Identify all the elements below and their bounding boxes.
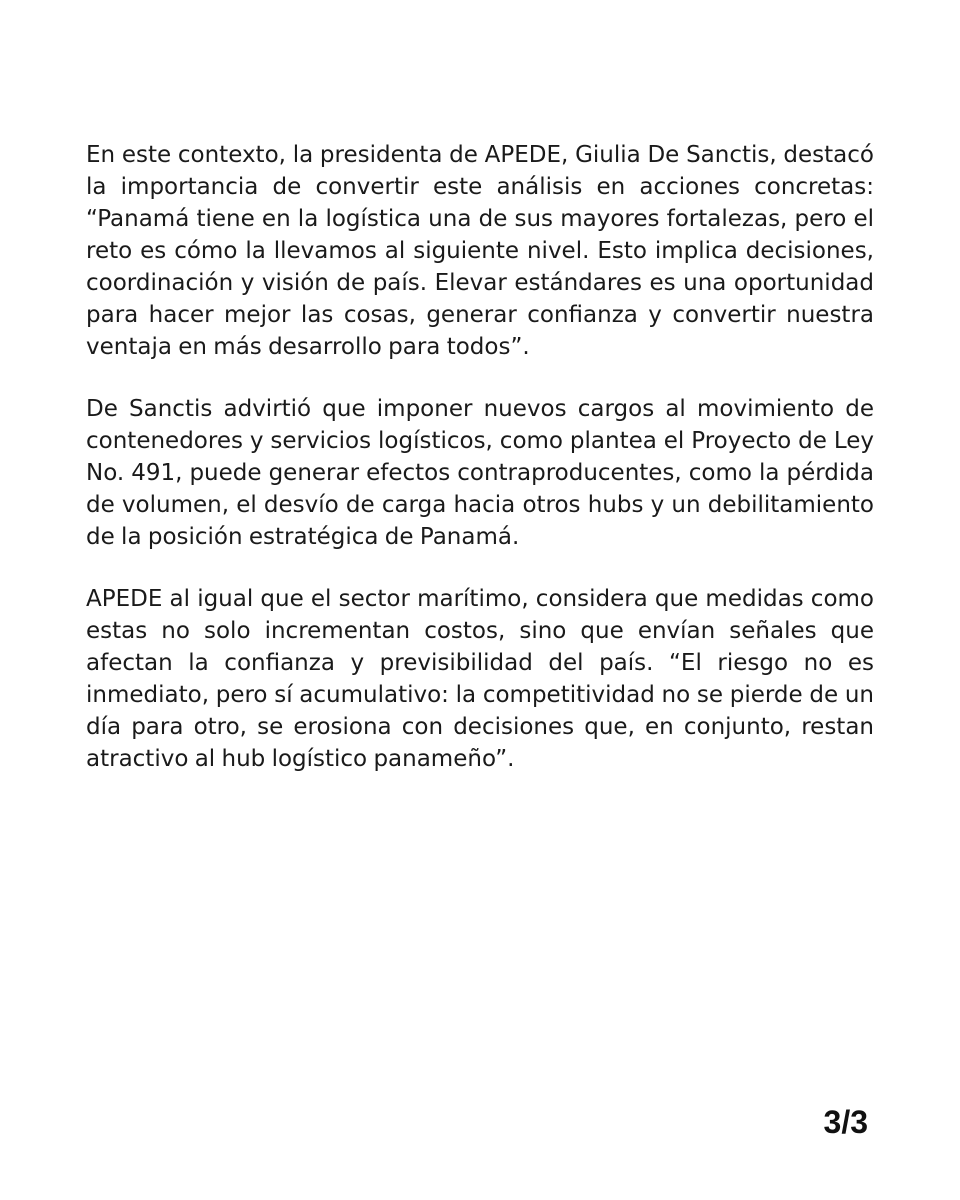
paragraph-1: En este contexto, la presidenta de APEDE, Giulia De Sanctis, destacó la importancia de convertir este análisis en acciones concretas: “Panamá tiene en la logística una de sus mayores fortalezas, pero el reto es cómo la llevamos al siguiente nivel. Esto implica decisiones, coordinación y visión de país. Elevar estándares es una oportunidad para hacer mejor las cosas, generar confianza y convertir nuestra ventaja en más desarrollo para todos”. xyxy=(86,142,874,360)
paragraph-2: De Sanctis advirtió que imponer nuevos cargos al movimiento de contenedores y servicios logísticos, como plantea el Proyecto de Ley No. 491, puede generar efectos contraproducentes, como la pérdida de volumen, el desvío de carga hacia otros hubs y un debilitamiento de la posición estratégica de Panamá. xyxy=(86,396,874,550)
page-indicator: 3/3 xyxy=(823,1104,868,1140)
paragraph-3: APEDE al igual que el sector marítimo, considera que medidas como estas no solo incrementan costos, sino que envían señales que afectan la confianza y previsibilidad del país. “El riesgo no es inmediato, pero sí acumulativo: la competitividad no se pierde de un día para otro, se erosiona con decisiones que, en conjunto, restan atractivo al hub logístico panameño”. xyxy=(86,586,874,772)
article-body xyxy=(86,139,874,805)
